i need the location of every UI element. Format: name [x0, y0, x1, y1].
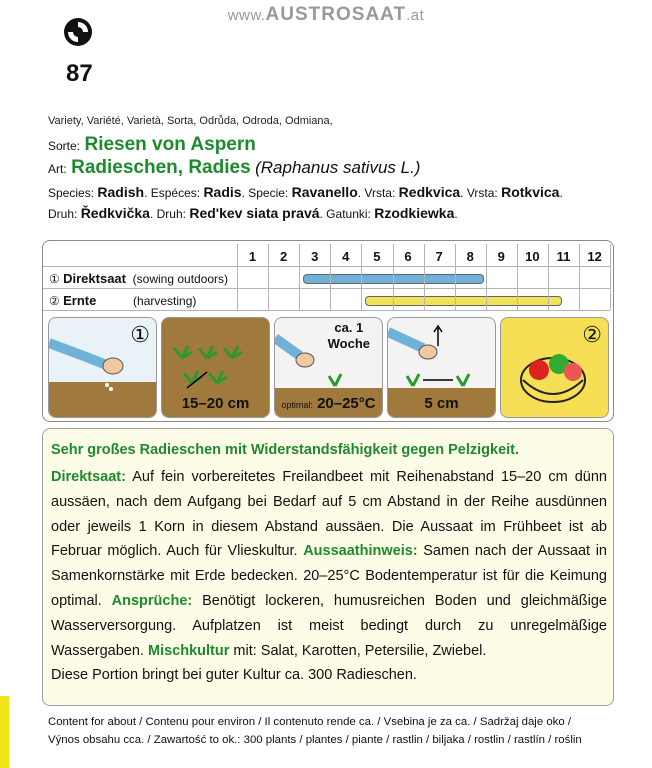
description-box	[42, 428, 614, 706]
item-number: 87	[66, 60, 93, 87]
month-divider	[268, 244, 269, 310]
sorte-line: Sorte: Riesen von Aspern	[48, 134, 256, 155]
art-line: Art: Radieschen, Radies (Raphanus sativus L.)	[48, 157, 421, 178]
month-divider	[517, 244, 518, 310]
grid-line	[43, 310, 610, 311]
month-8: 8	[466, 249, 474, 264]
month-divider	[579, 244, 580, 310]
month-11: 11	[556, 249, 571, 264]
variety-languages: Variety, Variété, Varietà, Sorta, Odrůda, Odroda, Odmiana,	[48, 115, 333, 127]
sowing-calendar	[42, 240, 614, 422]
month-2: 2	[279, 249, 288, 264]
month-divider	[548, 244, 549, 310]
month-7: 7	[435, 249, 443, 264]
grid-line	[43, 266, 610, 267]
panel-thinning	[387, 317, 496, 418]
panel-harvest	[500, 317, 609, 418]
month-12: 12	[587, 249, 602, 264]
step-badge: ②	[582, 322, 602, 347]
edge-marker	[0, 696, 9, 768]
month-divider	[610, 244, 611, 310]
row-distance-label: 15–20 cm	[181, 395, 250, 412]
month-4: 4	[342, 249, 350, 264]
description-text: Direktsaat: Auf fein vorbereitetes Freilandbeet mit Reihenabstand 15–20 cm dünn aussäen, nach dem Aufgang bei Bedarf auf 5 cm Abstand in der Reihe ausdünnen oder jeweils 1 Korn in diesem Abstand aussäen. Die Aussaat im Frühbeet ist ab Februar möglich. Auch für Vlieskultur. Aussaathinweis: Samen nach der Aussaat in Samenkornstärke mit Erde bedecken. 20–25°C Bodentemperatur ist für die Keimung optimal. Ansprüche: Benötigt lockeren, humusreichen Boden und gleichmäßige Wasserversorgung. Aufplatzen ist meist bedingt durch zu unregelmäßige Wassergaben. Mischkultur mit: Salat, Karotten, Petersilie, Zwiebel. Diese Portion bringt bei guter Kultur ca. 300 Radieschen.	[51, 469, 607, 684]
website-url: www.AUSTROSAAT.at	[227, 4, 425, 25]
latin-name: (Raphanus sativus L.)	[255, 158, 421, 177]
content-info: Content for about / Contenu pour environ / Il contenuto rende ca. / Vsebina je za ca. / Sadržaj daje oko / Výnos obsahu cca. / Zawartość to ok.: 300 plants / plantes / piante / rastlin / biljaka / rostlin / rastlín / roślin	[48, 716, 582, 746]
panel-row-spacing	[161, 317, 270, 418]
panel-germination	[274, 317, 383, 418]
month-1: 1	[248, 249, 257, 264]
month-9: 9	[497, 249, 505, 264]
plant-distance-label: 5 cm	[424, 395, 459, 412]
step-badge: ①	[130, 322, 150, 347]
month-divider	[486, 244, 487, 310]
species-name: Radieschen, Radies	[71, 157, 251, 178]
row-label-direktsaat: ① Direktsaat (sowing outdoors)	[49, 271, 229, 286]
month-6: 6	[404, 249, 412, 264]
month-5: 5	[373, 249, 381, 264]
grid-line	[43, 288, 610, 289]
month-divider	[237, 244, 238, 310]
month-divider	[455, 244, 456, 310]
month-divider	[393, 244, 394, 310]
month-divider	[424, 244, 425, 310]
portion-yield: Diese Portion bringt bei guter Kultur ca. 300 Radieschen.	[51, 667, 417, 684]
month-divider	[361, 244, 362, 310]
variety-name: Riesen von Aspern	[84, 134, 256, 155]
duration-label: ca. 1 Woche	[327, 320, 370, 351]
month-10: 10	[525, 249, 540, 264]
month-divider	[330, 244, 331, 310]
month-divider	[299, 244, 300, 310]
row-label-ernte: ② Ernte (harvesting)	[49, 293, 197, 308]
month-3: 3	[311, 249, 319, 264]
species-translations-1: Species: Radish. Espéces: Radis. Specie: Ravanello. Vrsta: Redkvica. Vrsta: Rotkvica.	[48, 184, 563, 200]
panel-sowing	[48, 317, 157, 418]
species-translations-2: Druh: Ředkvička. Druh: Red'kev siata pravá. Gatunki: Rzodkiewka.	[48, 205, 458, 221]
temperature-label: optimal: 20–25°C	[281, 395, 376, 412]
harvest-period-bar	[365, 296, 561, 306]
green-dot-recycling-icon	[63, 17, 93, 47]
headline: Sehr großes Radieschen mit Widerstandsfähigkeit gegen Pelzigkeit.	[51, 442, 520, 458]
